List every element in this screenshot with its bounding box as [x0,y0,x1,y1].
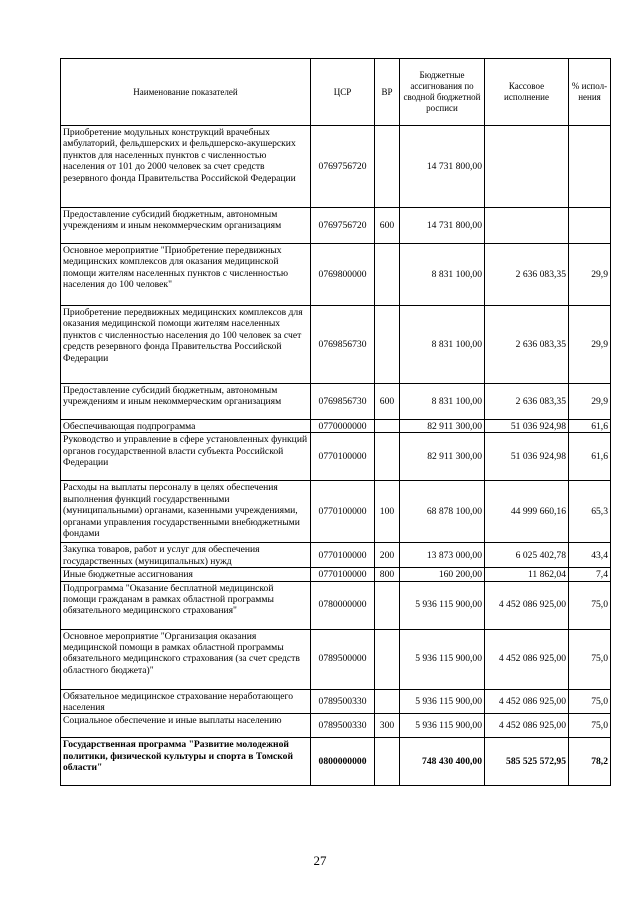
cell-csr: 0770100000 [311,543,375,568]
cell-vr: 100 [375,481,400,543]
table-row [61,244,611,306]
table-body [61,126,611,786]
cell-csr: 0770100000 [311,433,375,481]
cell-csr: 0789500330 [311,689,375,714]
cell-percent: 61,6 [569,433,611,481]
cell-csr: 0769856730 [311,384,375,420]
table-row [61,126,611,208]
cell-budget: 5 936 115 900,00 [400,689,485,714]
header-budget: Бюджетные ассигнования по сводной бюджетной росписи [400,59,485,126]
cell-percent: 65,3 [569,481,611,543]
cell-budget: 8 831 100,00 [400,384,485,420]
cell-cash [485,208,569,244]
table-row [61,689,611,714]
cell-cash: 51 036 924,98 [485,420,569,433]
cell-percent: 75,0 [569,714,611,738]
cell-vr [375,629,400,689]
cell-budget: 748 430 400,00 [400,738,485,786]
cell-percent [569,208,611,244]
table-row [61,306,611,384]
cell-percent: 75,0 [569,629,611,689]
cell-cash: 11 862,04 [485,568,569,581]
table-row [61,433,611,481]
cell-budget: 5 936 115 900,00 [400,581,485,629]
cell-csr: 0770000000 [311,420,375,433]
table-row [61,208,611,244]
cell-name: Иные бюджетные ассигнования [61,568,311,581]
table-row [61,714,611,738]
cell-csr: 0770100000 [311,568,375,581]
table-row [61,543,611,568]
cell-budget: 8 831 100,00 [400,244,485,306]
table-row [61,738,611,786]
cell-csr: 0770100000 [311,481,375,543]
cell-name: Основное мероприятие "Организация оказания медицинской помощи в рамках областной программы обязательного медицинского страхования (за счет средств областного бюджета)" [61,629,311,689]
cell-name: Обязательное медицинское страхование неработающего населения [61,689,311,714]
cell-name: Руководство и управление в сфере установленных функций органов государственной власти субъекта Российской Федерации [61,433,311,481]
cell-csr: 0769756720 [311,126,375,208]
cell-name: Приобретение модульных конструкций врачебных амбулаторий, фельдшерских и фельдшерско-акушерских пунктов для населенных пунктов с численностью населения от 101 до 2000 человек за счет средств резервного фонда Правительства Российской Федерации [61,126,311,208]
cell-vr [375,420,400,433]
cell-budget: 14 731 800,00 [400,126,485,208]
cell-name: Основное мероприятие "Приобретение передвижных медицинских комплексов для оказания медицинской помощи жителям населенных пунктов с численностью населения до 100 человек" [61,244,311,306]
cell-percent [569,126,611,208]
cell-cash [485,126,569,208]
cell-vr [375,306,400,384]
cell-csr: 0789500000 [311,629,375,689]
cell-cash: 4 452 086 925,00 [485,581,569,629]
cell-vr: 600 [375,384,400,420]
table-row [61,568,611,581]
cell-vr [375,689,400,714]
cell-csr: 0780000000 [311,581,375,629]
cell-name: Предоставление субсидий бюджетным, автономным учреждениям и иным некоммерческим организациям [61,208,311,244]
cell-cash: 6 025 402,78 [485,543,569,568]
cell-cash: 2 636 083,35 [485,384,569,420]
cell-vr: 800 [375,568,400,581]
cell-vr: 600 [375,208,400,244]
cell-percent: 75,0 [569,689,611,714]
cell-budget: 82 911 300,00 [400,433,485,481]
cell-name: Социальное обеспечение и иные выплаты населению [61,714,311,738]
cell-vr: 200 [375,543,400,568]
cell-vr [375,738,400,786]
cell-cash: 585 525 572,95 [485,738,569,786]
cell-cash: 4 452 086 925,00 [485,629,569,689]
cell-name: Предоставление субсидий бюджетным, автономным учреждениям и иным некоммерческим организациям [61,384,311,420]
cell-budget: 68 878 100,00 [400,481,485,543]
cell-vr [375,581,400,629]
cell-budget: 8 831 100,00 [400,306,485,384]
header-csr: ЦСР [311,59,375,126]
cell-percent: 61,6 [569,420,611,433]
cell-budget: 5 936 115 900,00 [400,714,485,738]
cell-cash: 44 999 660,16 [485,481,569,543]
cell-budget: 160 200,00 [400,568,485,581]
cell-percent: 78,2 [569,738,611,786]
table-row [61,481,611,543]
cell-name: Закупка товаров, работ и услуг для обеспечения государственных (муниципальных) нужд [61,543,311,568]
table-row [61,629,611,689]
budget-execution-table [60,58,611,786]
cell-cash: 2 636 083,35 [485,306,569,384]
header-name: Наименование показателей [61,59,311,126]
cell-csr: 0800000000 [311,738,375,786]
cell-vr: 300 [375,714,400,738]
cell-name: Обеспечивающая подпрограмма [61,420,311,433]
cell-cash: 4 452 086 925,00 [485,689,569,714]
cell-name: Приобретение передвижных медицинских комплексов для оказания медицинской помощи жителям населенных пунктов с численностью населения до 100 человек за счет средств резервного фонда Правительства Российской Федерации [61,306,311,384]
table-row [61,581,611,629]
cell-cash: 51 036 924,98 [485,433,569,481]
cell-csr: 0789500330 [311,714,375,738]
table-header-row [61,59,611,126]
cell-percent: 29,9 [569,306,611,384]
document-page [60,58,610,786]
header-cash: Кассовое исполнение [485,59,569,126]
cell-budget: 14 731 800,00 [400,208,485,244]
cell-percent: 75,0 [569,581,611,629]
cell-cash: 4 452 086 925,00 [485,714,569,738]
cell-name: Подпрограмма "Оказание бесплатной медицинской помощи гражданам в рамках областной программы обязательного медицинского страхования" [61,581,311,629]
cell-csr: 0769856730 [311,306,375,384]
cell-percent: 29,9 [569,384,611,420]
cell-percent: 7,4 [569,568,611,581]
cell-csr: 0769756720 [311,208,375,244]
table-row [61,420,611,433]
cell-percent: 29,9 [569,244,611,306]
cell-vr [375,433,400,481]
cell-name: Расходы на выплаты персоналу в целях обеспечения выполнения функций государственными (муниципальными) органами, казенными учреждениями, органами управления государственными внебюджетными фондами [61,481,311,543]
cell-name: Государственная программа "Развитие молодежной политики, физической культуры и спорта в Томской области" [61,738,311,786]
cell-budget: 82 911 300,00 [400,420,485,433]
cell-vr [375,126,400,208]
cell-budget: 5 936 115 900,00 [400,629,485,689]
header-percent: % испол-нения [569,59,611,126]
cell-budget: 13 873 000,00 [400,543,485,568]
cell-vr [375,244,400,306]
cell-percent: 43,4 [569,543,611,568]
table-row [61,384,611,420]
cell-csr: 0769800000 [311,244,375,306]
header-vr: ВР [375,59,400,126]
page-number: 27 [313,853,327,868]
cell-cash: 2 636 083,35 [485,244,569,306]
